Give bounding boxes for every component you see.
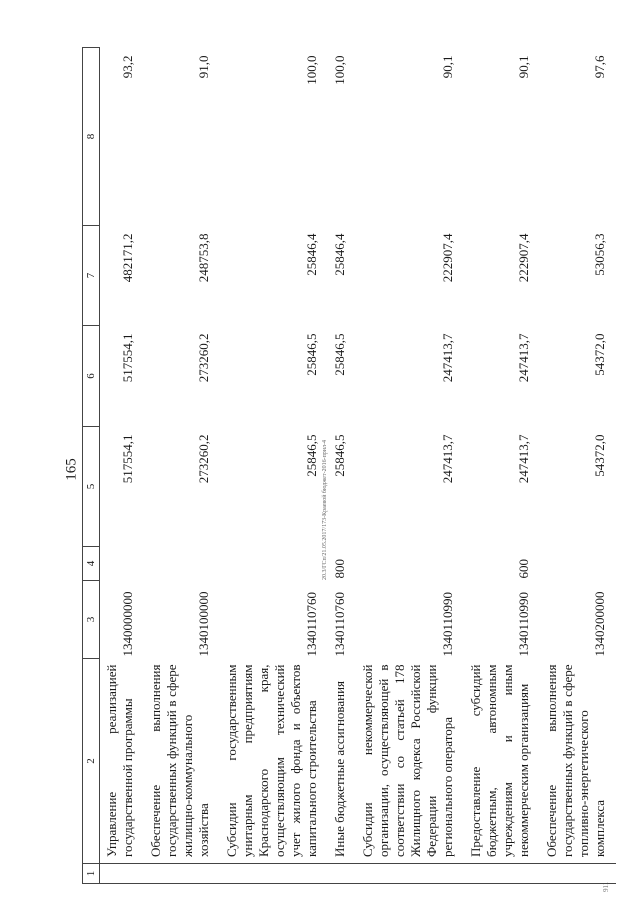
header-col-1: 1: [83, 864, 100, 884]
budget-table: [82, 47, 616, 884]
row-updated-cell: 273260,2: [196, 333, 211, 383]
row-expense-type-cell: [100, 547, 145, 581]
row-updated-cell: 517554,1: [120, 333, 135, 383]
header-col-5: 5: [83, 427, 100, 547]
header-col-7: 7: [83, 226, 100, 326]
header-row: [83, 48, 100, 884]
row-name-cell: Субсидии некоммерческой организации, осуществляющей в соответствии со статьей 178 Жилищного кодекса Российской Федерации функции регионального оператора: [360, 664, 455, 857]
row-executed-cell: 25846,4: [304, 233, 319, 276]
rotated-table-sheet: [82, 48, 607, 884]
row-name-cell: Обеспечение выполнения государственных функций в сфере топливно-энергетического комплекса: [544, 664, 607, 857]
row-number-cell: [100, 864, 145, 884]
row-code-cell: 1340110760: [304, 591, 319, 657]
header-col-2: 2: [83, 659, 100, 864]
corner-page-mark: 911: [602, 881, 610, 892]
row-number-cell: [464, 864, 540, 884]
row-updated-cell: 25846,5: [332, 333, 347, 376]
table-row: [144, 48, 220, 884]
page-number: 165: [63, 458, 80, 481]
row-approved-cell: 247413,7: [516, 434, 531, 484]
row-percent-cell: 90,1: [516, 55, 531, 79]
row-updated-cell: 25846,5: [304, 333, 319, 376]
row-percent-cell: 100,0: [304, 55, 319, 85]
row-code-cell: 1340200000: [592, 591, 607, 657]
row-executed-cell: 222907,4: [440, 233, 455, 283]
row-executed-cell: 222907,4: [516, 233, 531, 283]
header-col-8: 8: [83, 48, 100, 226]
table-row: [540, 48, 616, 884]
row-updated-cell: 54372,0: [592, 333, 607, 376]
header-col-3: 3: [83, 581, 100, 659]
table-row: [220, 48, 328, 884]
row-name-cell: Предоставление субсидий бюджетным, автономным учреждениям и иным некоммерческим организациям: [468, 664, 531, 857]
row-expense-type-cell: [220, 547, 328, 581]
row-code-cell: 1340110990: [440, 591, 455, 657]
row-name-cell: Управление реализацией государственной программы: [104, 664, 135, 857]
row-percent-cell: 100,0: [332, 55, 347, 85]
row-executed-cell: 53056,3: [592, 233, 607, 276]
row-expense-type-cell: [540, 547, 616, 581]
header-col-6: 6: [83, 326, 100, 427]
row-number-cell: [220, 864, 328, 884]
row-name-cell: Иные бюджетные ассигнования: [332, 680, 347, 857]
row-approved-cell: 25846,5: [304, 434, 319, 477]
row-code-cell: 1340110990: [516, 591, 531, 657]
table-row: [328, 48, 356, 884]
row-percent-cell: 97,6: [592, 55, 607, 79]
row-name-cell: Обеспечение выполнения государственных функций в сфере жилищно-коммунального хозяйства: [148, 664, 211, 857]
row-number-cell: [328, 864, 356, 884]
row-updated-cell: 247413,7: [440, 333, 455, 383]
row-code-cell: 1340110760: [332, 591, 347, 657]
row-percent-cell: 90,1: [440, 55, 455, 79]
row-code-cell: 1340100000: [196, 591, 211, 657]
header-col-4: 4: [83, 547, 100, 581]
row-name-cell: Субсидии государственным унитарным предприятиям Краснодарского края, осуществляющим технический учет жилого фонда и объектов капитального строительства: [224, 664, 319, 857]
footer-file-path: 20.3/ГСп/21.05.2017/173-Краевой бюджет-2016-прил-4: [322, 440, 328, 580]
row-executed-cell: 25846,4: [332, 233, 347, 276]
row-expense-type-cell: 600: [516, 559, 531, 579]
row-approved-cell: 25846,5: [332, 434, 347, 477]
row-expense-type-cell: 800: [332, 559, 347, 579]
row-expense-type-cell: [356, 547, 464, 581]
table-row: [100, 48, 145, 884]
row-number-cell: [356, 864, 464, 884]
row-approved-cell: 273260,2: [196, 434, 211, 484]
row-approved-cell: 247413,7: [440, 434, 455, 484]
row-percent-cell: 93,2: [120, 55, 135, 79]
row-expense-type-cell: [144, 547, 220, 581]
row-approved-cell: 517554,1: [120, 434, 135, 484]
row-executed-cell: 482171,2: [120, 233, 135, 283]
row-number-cell: [144, 864, 220, 884]
row-code-cell: 1340000000: [120, 591, 135, 657]
row-updated-cell: 247413,7: [516, 333, 531, 383]
row-approved-cell: 54372,0: [592, 434, 607, 477]
row-percent-cell: 91,0: [196, 55, 211, 79]
table-row: [356, 48, 464, 884]
table-row: [464, 48, 540, 884]
row-number-cell: [540, 864, 616, 884]
row-executed-cell: 248753,8: [196, 233, 211, 283]
